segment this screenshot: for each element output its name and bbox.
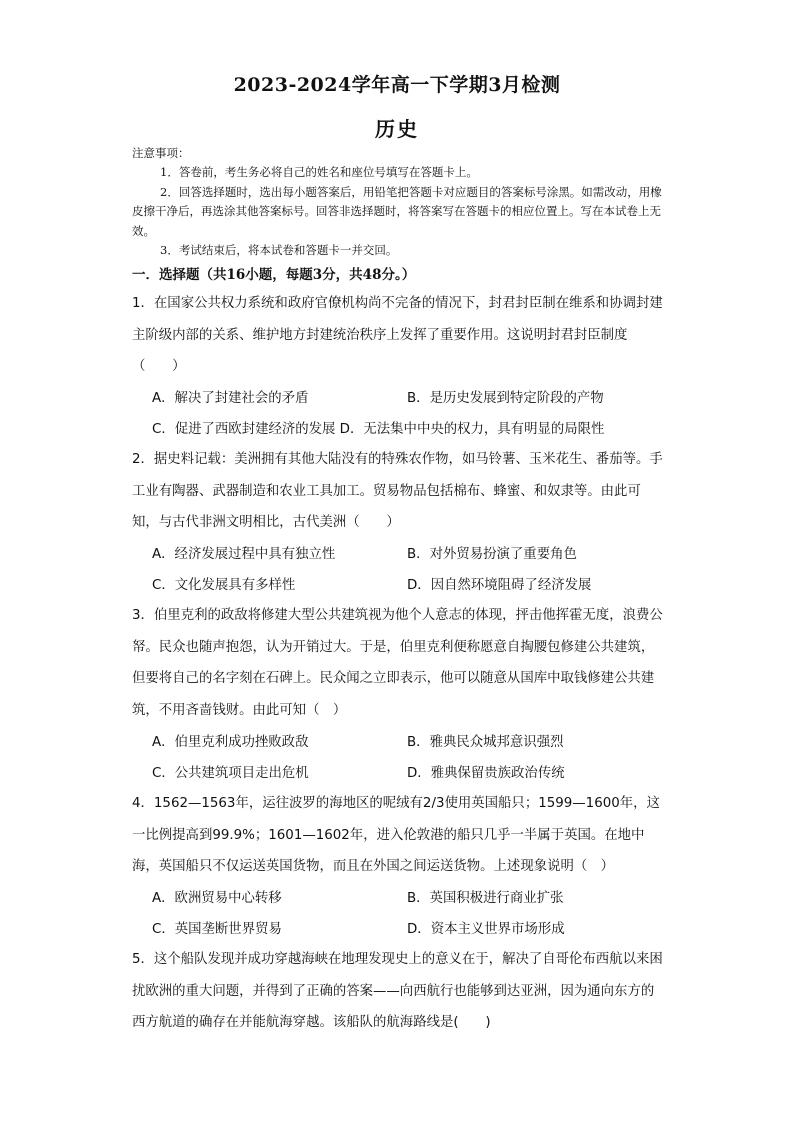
section-heading: 一．选择题（共16小题，每题3分，共48分。）	[132, 267, 416, 283]
exam-title: 2023-2024学年高一下学期3月检测	[233, 74, 561, 96]
question-1-options	[152, 381, 662, 443]
option-c: C．文化发展具有多样性	[152, 578, 296, 593]
question-4-stem: 4．1562—1563年，运往波罗的海地区的呢绒有2/3使用英国船只；1599—1600年，这一比例提高到99.9%；1601—1602年，进入伦敦港的船只几乎一半属于英国。在地中海，英国船只不仅运送英国货物，而且在外国之间运送货物。上述现象说明（ ）	[132, 796, 660, 874]
option-b: B．对外贸易扮演了重要角色	[407, 547, 577, 562]
question-3-stem: 3．伯里克利的政敌将修建大型公共建筑视为他个人意志的体现，抨击他挥霍无度，浪费公帑。民众也随声抱怨，认为开销过大。于是，伯里克利便称愿意自掏腰包修建公共建筑，但要将自己的名字刻在石碑上。民众闻之立即表示，他可以随意从国库中取钱修建公共建筑，不用吝啬钱财。由此可知（ ）	[132, 608, 663, 718]
question-2-stem: 2．据史料记载：美洲拥有其他大陆没有的特殊农作物，如马铃薯、玉米花生、番茄等。手工业有陶器、武器制造和农业工具加工。贸易物品包括棉布、蜂蜜、和奴隶等。由此可知，与古代非洲文明相比，古代美洲（ ）	[132, 452, 663, 530]
subject-title: 历史	[375, 117, 419, 141]
option-c-d: C．促进了西欧封建经济的发展 D．无法集中中央的权力，具有明显的局限性	[152, 422, 605, 437]
option-a: A．解决了封建社会的矛盾	[152, 391, 309, 406]
option-d: D．雅典保留贵族政治传统	[407, 766, 565, 781]
option-c: C．公共建筑项目走出危机	[152, 766, 309, 781]
option-b: B．是历史发展到特定阶段的产物	[407, 391, 604, 406]
notice-block	[132, 144, 672, 260]
notice-heading: 注意事项：	[132, 146, 190, 160]
option-a: A．欧洲贸易中心转移	[152, 891, 282, 906]
question-3-options	[152, 725, 662, 787]
option-d: D．因自然环境阻碍了经济发展	[407, 578, 592, 593]
option-b: B．雅典民众城邦意识强烈	[407, 735, 564, 750]
notice-item: 3．考试结束后，将本试卷和答题卡一并交回。	[160, 243, 398, 258]
option-b: B．英国积极进行商业扩张	[407, 891, 564, 906]
question-4-options	[152, 881, 662, 943]
question-2-options	[152, 537, 662, 599]
option-d: D．资本主义世界市场形成	[407, 922, 565, 937]
option-a: A．经济发展过程中具有独立性	[152, 547, 336, 562]
question-1-stem: 1．在国家公共权力系统和政府官僚机构尚不完备的情况下，封君封臣制在维系和协调封建主阶级内部的关系、维护地方封建统治秩序上发挥了重要作用。这说明封君封臣制度（ ）	[132, 296, 663, 374]
notice-item: 2．回答选择题时，选出每小题答案后，用铅笔把答题卡对应题目的答案标号涂黑。如需改动，用橡皮擦干净后，再选涂其他答案标号。回答非选择题时，将答案写在答题卡的相应位置上。写在本试卷上无效。	[132, 184, 662, 238]
option-a: A．伯里克利成功挫败政敌	[152, 735, 309, 750]
option-c: C．英国垄断世界贸易	[152, 922, 282, 937]
question-5-stem: 5．这个船队发现并成功穿越海峡在地理发现史上的意义在于，解决了自哥伦布西航以来困扰欧洲的重大问题，并得到了正确的答案——向西航行也能够到达亚洲，因为通向东方的西方航道的确存在并能航海穿越。该船队的航海路线是( )	[132, 952, 663, 1030]
notice-item: 1．答卷前，考生务必将自己的姓名和座位号填写在答题卡上。	[160, 165, 478, 180]
